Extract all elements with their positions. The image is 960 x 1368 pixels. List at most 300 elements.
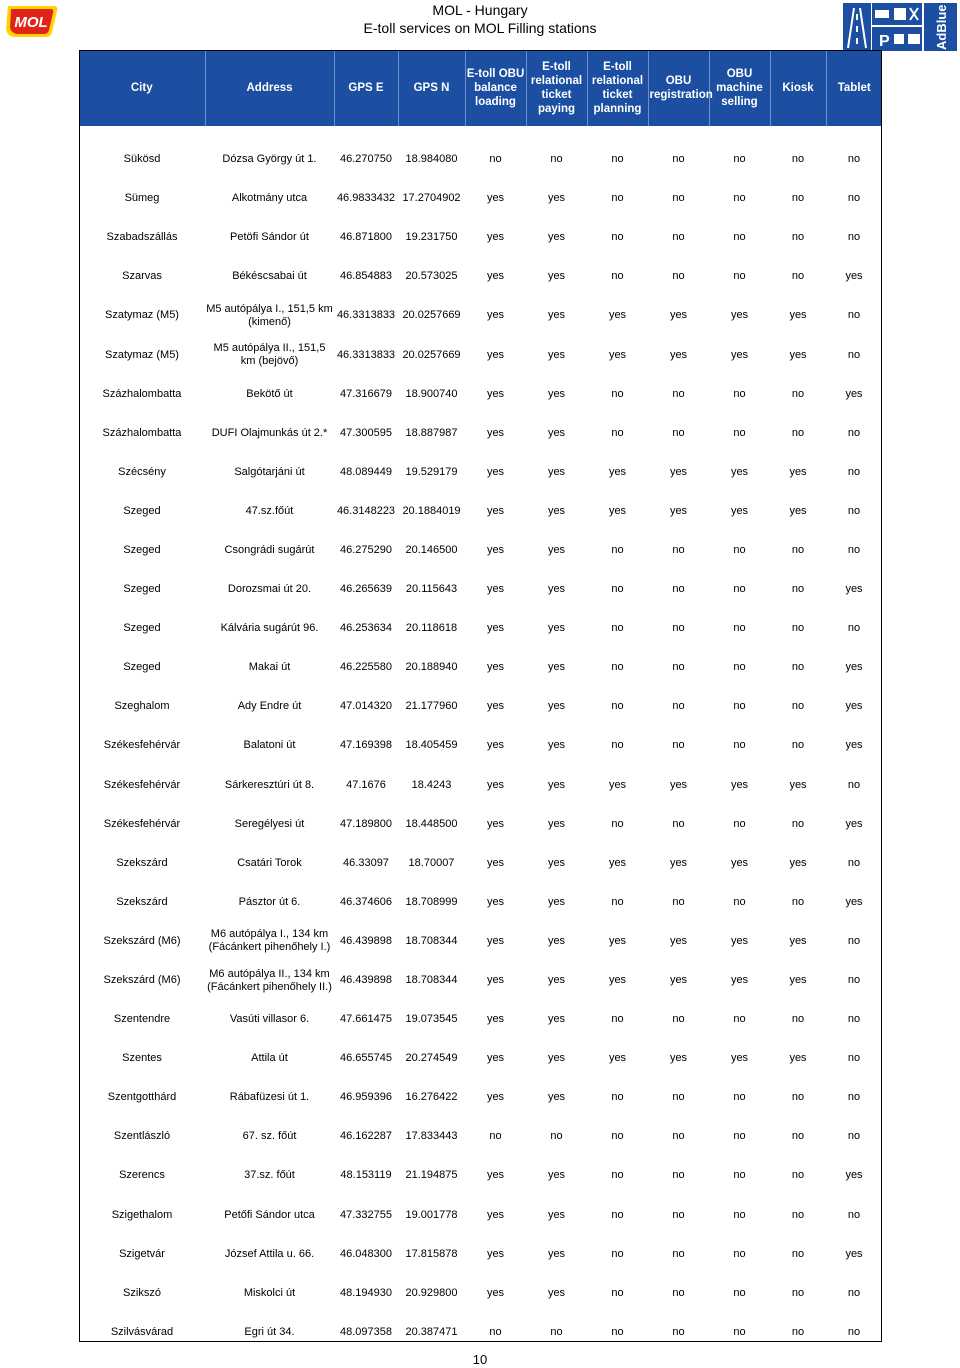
table-cell: no (611, 817, 624, 830)
table-cell: yes (547, 895, 566, 908)
table-cell: yes (486, 192, 505, 205)
table-cell: 46.374606 (340, 895, 392, 908)
table-cell: Szigethalom (111, 1208, 173, 1221)
table-cell: no (733, 1325, 746, 1338)
table-cell: no (847, 426, 861, 439)
table-cell: yes (486, 465, 505, 478)
table-row (79, 179, 882, 218)
table-cell: no (672, 153, 685, 166)
table-cell: yes (486, 934, 505, 947)
table-cell: no (672, 739, 685, 752)
table-cell: yes (669, 348, 688, 361)
table-cell: 46.048300 (340, 1247, 392, 1260)
table-cell: 19.073545 (405, 1013, 458, 1026)
table-cell: yes (608, 348, 627, 361)
table-cell: yes (547, 778, 566, 791)
table-cell: yes (486, 856, 505, 869)
table-cell: 46.439898 (340, 974, 392, 987)
table-cell: yes (730, 504, 749, 517)
table-cell: no (672, 270, 685, 283)
table-cell: 46.655745 (340, 1052, 392, 1065)
table-cell: 47.169398 (340, 739, 392, 752)
table-cell: no (611, 387, 624, 400)
table-row (79, 883, 882, 922)
table-cell: M5 autópálya II., 151,5 km (bejövő) (213, 342, 326, 368)
table-cell: no (672, 1247, 685, 1260)
table-cell: 18.708344 (405, 974, 458, 987)
table-cell: Szarvas (122, 270, 162, 283)
table-cell: yes (486, 426, 505, 439)
table-cell: no (733, 1208, 746, 1221)
table-cell: yes (669, 974, 688, 987)
table-cell: yes (486, 1208, 505, 1221)
table-cell: 20.115643 (405, 583, 458, 596)
column-header: OBU machine selling (709, 50, 770, 126)
table-cell: Attila út (251, 1052, 288, 1065)
table-cell: yes (547, 426, 566, 439)
table-cell: no (611, 192, 624, 205)
table-cell: no (611, 1286, 624, 1299)
table-row (79, 126, 882, 179)
table-cell: yes (789, 1052, 807, 1065)
table-cell: yes (486, 622, 505, 635)
table-cell: 20.0257669 (402, 348, 461, 361)
table-cell: yes (486, 661, 505, 674)
table-cell: yes (669, 778, 688, 791)
table-cell: 47.014320 (340, 700, 392, 713)
table-cell: no (672, 895, 685, 908)
table-cell: no (733, 622, 746, 635)
table-cell: no (791, 622, 805, 635)
table-cell: yes (547, 739, 566, 752)
table-cell: no (733, 543, 746, 556)
table-cell: no (791, 1247, 805, 1260)
table-cell: yes (547, 192, 566, 205)
table-cell: 46.959396 (340, 1091, 392, 1104)
table-row (79, 1274, 882, 1313)
table-cell: no (672, 817, 685, 830)
table-cell: no (791, 153, 805, 166)
table-cell: no (611, 426, 624, 439)
table-cell: yes (486, 778, 505, 791)
table-cell: 37.sz. főút (244, 1169, 295, 1182)
table-cell: yes (547, 700, 566, 713)
stations-table (79, 50, 882, 1352)
coffee-icon (894, 34, 904, 44)
table-cell: no (847, 1052, 861, 1065)
table-row (79, 296, 882, 335)
column-header: Kiosk (770, 50, 826, 126)
table-cell: no (672, 231, 685, 244)
table-cell: no (489, 1130, 502, 1143)
table-cell: no (791, 1208, 805, 1221)
column-header: GPS E (334, 50, 398, 126)
table-cell: Békéscsabai út (232, 270, 307, 283)
table-cell: no (847, 153, 861, 166)
table-cell: yes (608, 778, 627, 791)
table-cell: no (611, 661, 624, 674)
table-cell: no (791, 1169, 805, 1182)
table-cell: no (791, 270, 805, 283)
table-cell: 47.332755 (340, 1208, 392, 1221)
table-cell: Seregélyesi út (234, 817, 305, 830)
table-row (79, 609, 882, 648)
table-cell: 47.1676 (346, 778, 386, 791)
table-cell: yes (547, 974, 566, 987)
table-cell: 20.146500 (405, 543, 458, 556)
table-cell: 46.3148223 (336, 504, 396, 517)
table-cell: yes (730, 778, 749, 791)
table-cell: 46.9833432 (336, 192, 396, 205)
table-cell: yes (730, 465, 749, 478)
table-cell: Szeged (123, 504, 161, 517)
table-cell: yes (730, 309, 749, 322)
table-cell: yes (547, 348, 566, 361)
table-cell: no (847, 778, 861, 791)
table-cell: yes (486, 583, 505, 596)
table-row (79, 726, 882, 765)
table-cell: yes (547, 661, 566, 674)
table-cell: no (847, 465, 861, 478)
table-cell: no (611, 153, 624, 166)
table-cell: no (489, 153, 502, 166)
table-row (79, 1078, 882, 1117)
table-cell: 18.984080 (405, 153, 458, 166)
table-cell: 48.153119 (340, 1169, 392, 1182)
table-cell: 18.448500 (405, 817, 458, 830)
table-row (79, 1117, 882, 1156)
wifi-icon (908, 34, 920, 44)
table-cell: 16.276422 (405, 1091, 458, 1104)
table-cell: no (847, 856, 861, 869)
table-cell: yes (547, 1013, 566, 1026)
table-cell: Szigetvár (119, 1247, 165, 1260)
table-cell: no (847, 543, 861, 556)
table-cell: no (733, 1091, 746, 1104)
table-cell: no (611, 1130, 624, 1143)
table-cell: 46.3313833 (336, 348, 396, 361)
table-cell: Szentes (122, 1052, 162, 1065)
table-cell: no (672, 1169, 685, 1182)
table-cell: no (847, 504, 861, 517)
table-row (79, 1196, 882, 1235)
table-cell: yes (669, 465, 688, 478)
table-cell: no (847, 1325, 861, 1338)
table-cell: 46.854883 (340, 270, 392, 283)
table-cell: no (550, 153, 563, 166)
table-cell: Székesfehérvár (103, 817, 181, 830)
table-cell: no (733, 661, 746, 674)
table-cell: yes (486, 1169, 505, 1182)
table-cell: yes (547, 231, 566, 244)
table-cell: no (791, 387, 805, 400)
table-cell: no (611, 543, 624, 556)
table-row (79, 1039, 882, 1078)
table-cell: yes (547, 465, 566, 478)
table-cell: yes (789, 465, 807, 478)
table-cell: 18.708999 (405, 895, 458, 908)
table-cell: yes (789, 974, 807, 987)
table-cell: Szécsény (118, 465, 166, 478)
table-cell: 17.833443 (405, 1130, 458, 1143)
table-cell: yes (547, 817, 566, 830)
table-cell: 46.871800 (340, 231, 392, 244)
table-row (79, 805, 882, 844)
table-cell: 19.001778 (405, 1208, 458, 1221)
table-cell: no (791, 895, 805, 908)
table-row (79, 453, 882, 492)
table-cell: Székesfehérvár (103, 739, 181, 752)
table-cell: yes (547, 583, 566, 596)
table-cell: yes (845, 817, 863, 830)
table-cell: no (847, 974, 861, 987)
table-cell: 46.275290 (340, 543, 392, 556)
table-cell: Dózsa György út 1. (222, 153, 317, 166)
table-cell: yes (547, 856, 566, 869)
table-cell: 46.265639 (340, 583, 392, 596)
table-cell: yes (789, 504, 807, 517)
table-cell: 18.708344 (405, 934, 458, 947)
table-cell: yes (608, 504, 627, 517)
table-cell: 18.4243 (411, 778, 452, 791)
table-cell: 20.274549 (405, 1052, 458, 1065)
column-header: City (79, 50, 205, 126)
table-cell: 46.225580 (340, 661, 392, 674)
table-cell: yes (486, 739, 505, 752)
table-cell: Szekszárd (116, 856, 168, 869)
table-cell: yes (789, 778, 807, 791)
table-cell: Csatári Torok (237, 856, 302, 869)
table-cell: Petőfi Sándor utca (224, 1208, 315, 1221)
table-cell: yes (730, 856, 749, 869)
table-cell: yes (669, 309, 688, 322)
table-cell: yes (547, 622, 566, 635)
table-cell: DUFI Olajmunkás út 2.* (211, 426, 328, 439)
table-cell: no (791, 1286, 805, 1299)
table-cell: yes (789, 348, 807, 361)
table-cell: no (791, 1130, 805, 1143)
table-cell: yes (486, 895, 505, 908)
table-cell: yes (608, 1052, 627, 1065)
table-cell: yes (608, 465, 627, 478)
table-cell: yes (486, 1091, 505, 1104)
table-row (79, 531, 882, 570)
table-cell: yes (547, 1091, 566, 1104)
page-number: 10 (472, 1352, 488, 1367)
table-cell: no (733, 153, 746, 166)
table-cell: Szekszárd (116, 895, 168, 908)
table-cell: yes (486, 817, 505, 830)
table-cell: yes (486, 543, 505, 556)
table-cell: 18.405459 (405, 739, 458, 752)
table-cell: 19.529179 (405, 465, 458, 478)
table-cell: no (847, 934, 861, 947)
table-cell: 19.231750 (405, 231, 458, 244)
table-cell: no (791, 583, 805, 596)
table-cell: no (791, 231, 805, 244)
table-cell: no (733, 1169, 746, 1182)
table-cell: Szikszó (123, 1286, 161, 1299)
table-cell: no (733, 895, 746, 908)
table-cell: 20.573025 (405, 270, 458, 283)
table-cell: no (733, 1286, 746, 1299)
table-cell: no (672, 1013, 685, 1026)
table-cell: Szatymaz (M5) (105, 309, 179, 322)
table-cell: Sükösd (123, 153, 161, 166)
table-row (79, 375, 882, 414)
table-cell: yes (669, 934, 688, 947)
table-cell: Szekszárd (M6) (103, 974, 181, 987)
table-row (79, 414, 882, 453)
table-cell: no (611, 1325, 624, 1338)
column-header: E-toll OBU balance loading (465, 50, 526, 126)
table-cell: yes (547, 309, 566, 322)
table-cell: Szeged (123, 583, 161, 596)
table-cell: 20.387471 (405, 1325, 458, 1338)
truck-icon (875, 10, 889, 18)
table-cell: yes (486, 309, 505, 322)
table-cell: Alkotmány utca (231, 192, 308, 205)
table-row (79, 570, 882, 609)
table-cell: Pásztor út 6. (238, 895, 301, 908)
table-row (79, 648, 882, 687)
table-cell: no (791, 661, 805, 674)
table-cell: Kálvária sugárút 96. (220, 622, 319, 635)
table-cell: Szentlászló (113, 1130, 171, 1143)
table-cell: no (672, 1130, 685, 1143)
table-cell: Egri út 34. (244, 1325, 295, 1338)
table-cell: no (733, 192, 746, 205)
table-row (79, 1235, 882, 1274)
table-row (79, 844, 882, 883)
table-row (79, 922, 882, 961)
table-cell: 47.300595 (340, 426, 392, 439)
table-cell: no (791, 700, 805, 713)
table-cell: yes (486, 700, 505, 713)
table-cell: yes (486, 1052, 505, 1065)
table-row (79, 257, 882, 296)
table-cell: yes (669, 856, 688, 869)
table-cell: no (791, 1091, 805, 1104)
table-row (79, 1000, 882, 1039)
table-cell: 18.900740 (405, 387, 458, 400)
table-cell: no (672, 426, 685, 439)
table-cell: no (791, 817, 805, 830)
table-cell: no (733, 1247, 746, 1260)
table-row (79, 766, 882, 805)
table-cell: yes (547, 1208, 566, 1221)
table-row (79, 1313, 882, 1352)
table-cell: yes (730, 1052, 749, 1065)
table-cell: Szerencs (119, 1169, 165, 1182)
table-cell: no (611, 622, 624, 635)
adblue-label: AdBlue (934, 4, 949, 50)
table-cell: no (611, 895, 624, 908)
table-cell: 48.089449 (340, 465, 392, 478)
table-cell: yes (845, 270, 863, 283)
table-cell: no (847, 1130, 861, 1143)
table-cell: no (672, 1208, 685, 1221)
table-cell: no (611, 231, 624, 244)
table-row (79, 335, 882, 374)
table-cell: yes (486, 1286, 505, 1299)
table-cell: 46.253634 (340, 622, 392, 635)
table-cell: yes (486, 1247, 505, 1260)
table-cell: 20.0257669 (402, 309, 461, 322)
table-cell: 21.177960 (405, 700, 458, 713)
table-cell: Százhalombatta (102, 426, 182, 439)
svg-text:MOL: MOL (14, 14, 48, 31)
table-cell: yes (608, 934, 627, 947)
column-header: Tablet (826, 50, 882, 126)
document-subtitle: E-toll services on MOL Filling stations (363, 20, 597, 36)
table-cell: no (672, 1325, 685, 1338)
table-cell: no (733, 1013, 746, 1026)
table-cell: no (847, 1013, 861, 1026)
table-cell: Bekötő út (246, 387, 293, 400)
table-cell: no (847, 1208, 861, 1221)
table-row (79, 218, 882, 257)
table-cell: yes (486, 504, 505, 517)
table-cell: yes (547, 1169, 566, 1182)
table-cell: Miskolci út (243, 1286, 296, 1299)
table-cell: Rábafüzesi út 1. (229, 1091, 310, 1104)
table-cell: 21.194875 (405, 1169, 458, 1182)
table-cell: yes (789, 934, 807, 947)
table-cell: no (847, 1286, 861, 1299)
table-cell: no (489, 1325, 502, 1338)
table-cell: 46.33097 (343, 856, 389, 869)
table-cell: no (733, 1130, 746, 1143)
table-cell: Salgótarjáni út (234, 465, 305, 478)
table-cell: yes (547, 270, 566, 283)
document-title: MOL - Hungary (432, 2, 528, 18)
table-cell: yes (547, 1247, 566, 1260)
table-cell: M6 autópálya II., 134 km (Fácánkert pihenőhely II.) (207, 967, 332, 993)
table-cell: Szentgotthárd (107, 1091, 177, 1104)
table-cell: yes (730, 974, 749, 987)
column-header: E-toll relational ticket planning (587, 50, 648, 126)
table-cell: no (550, 1130, 563, 1143)
table-cell: no (733, 231, 746, 244)
table-cell: 20.188940 (405, 661, 458, 674)
table-cell: yes (789, 309, 807, 322)
table-cell: Balatoni út (243, 739, 296, 752)
table-cell: yes (669, 504, 688, 517)
column-header: Address (205, 50, 334, 126)
table-cell: 18.887987 (405, 426, 458, 439)
table-cell: yes (730, 934, 749, 947)
table-cell: yes (845, 1169, 863, 1182)
table-cell: no (611, 1247, 624, 1260)
table-cell: 48.194930 (340, 1286, 392, 1299)
table-cell: no (791, 1013, 805, 1026)
table-cell: yes (486, 974, 505, 987)
table-cell: Szeghalom (114, 700, 170, 713)
table-cell: no (611, 1169, 624, 1182)
table-cell: M5 autópálya I., 151,5 km (kimenő) (206, 302, 333, 328)
table-cell: no (733, 583, 746, 596)
table-cell: yes (608, 309, 627, 322)
table-row (79, 1156, 882, 1195)
table-row (79, 687, 882, 726)
table-cell: 20.929800 (405, 1286, 458, 1299)
table-cell: yes (608, 974, 627, 987)
table-cell: yes (486, 387, 505, 400)
column-header: GPS N (398, 50, 465, 126)
table-cell: 20.118618 (405, 622, 458, 635)
table-cell: no (672, 543, 685, 556)
